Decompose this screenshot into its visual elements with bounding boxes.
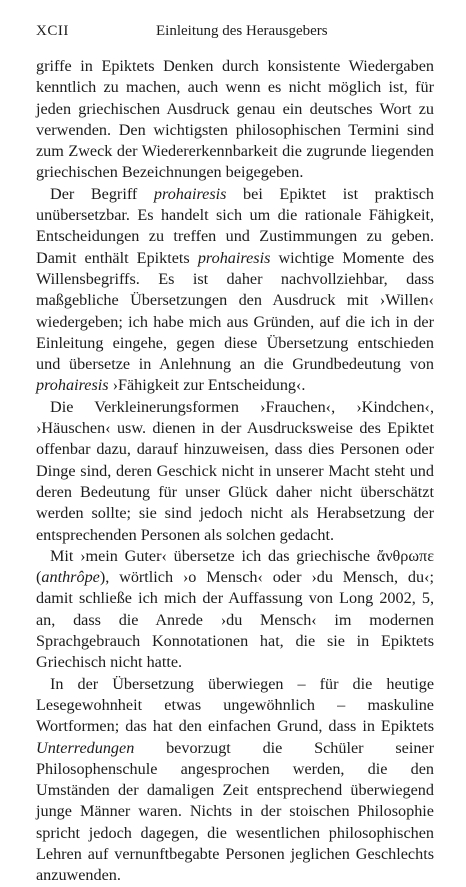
paragraph-4 (36, 546, 434, 674)
paragraph-1 (36, 56, 434, 184)
body-text (36, 56, 434, 887)
text-segment: ), wörtlich ›o Mensch‹ oder ›du Mensch, du‹; damit schließe ich mich der Auffassung von Long 2002, 5, an, dass die Anrede ›du Mensch‹ im modernen Sprachgebrauch Konnotationen hat, die sie in Epiktets Griechisch nicht hatte. (36, 568, 434, 672)
italic-term: Unterredungen (36, 738, 135, 757)
page-header (36, 18, 434, 44)
text-segment: In der Übersetzung überwiegen – für die heutige Lesegewohnheit etwas ungewöhnlich – maskuline Wortformen; das hat den einfachen Grund, dass in Epiktets (36, 674, 434, 736)
paragraph-5 (36, 674, 434, 887)
text-segment: griffe in Epiktets Denken durch konsistente Wiedergaben kenntlich zu machen, auch wenn es nicht möglich ist, für jeden griechischen Ausdruck genau ein deutsches Wort zu verwenden. Den wichtigsten philosophischen Termini sind zum Zweck der Wiedererkennbarkeit die zugrunde liegenden griechischen Bezeichnungen beigegeben. (36, 57, 434, 182)
page-number: XCII (36, 23, 69, 39)
running-head: Einleitung des Herausgebers (156, 23, 328, 39)
italic-term: anthrôpe (41, 568, 100, 587)
text-segment: Mit ›mein Guter‹ übersetze ich das griechische ἄνθρωπε ( (36, 546, 434, 587)
text-segment: bei Epiktet ist praktisch unübersetzbar. Es handelt sich um die rationale Fähigkeit, Entscheidungen zu treffen und Zustimmungen zu geben. Damit enthält Epiktets (36, 184, 434, 267)
text-segment: bevorzugt die Schüler seiner Philosophenschule angesprochen werden, die den Umständen der damaligen Zeit entsprechend überwiegend junge Männer waren. Nichts in der stoischen Philosophie spricht jedoch dagegen, die wesentlichen philosophischen Lehren auf vernunftbegabte Personen jeglichen Geschlechts anzuwenden. (36, 738, 434, 885)
paragraph-2 (36, 184, 434, 397)
text-segment: wichtige Momente des Willensbegriffs. Es ist daher nachvollziehbar, dass maßgebliche Übersetzungen den Ausdruck mit ›Willen‹ wiedergeben; ich habe mich aus Gründen, auf die ich in der Einleitung eingehe, gegen diese Übersetzung entschieden und übersetze in Anlehnung an die Grundbedeutung von (36, 248, 435, 374)
book-page (36, 18, 434, 887)
italic-term: prohairesis (197, 248, 271, 267)
italic-term: prohairesis (153, 184, 227, 203)
text-segment: Die Verkleinerungsformen ›Frauchen‹, ›Kindchen‹, ›Häuschen‹ usw. dienen in der Ausdrucksweise des Epiktet offenbar dazu, darauf hinzuweisen, dass dies Personen oder Dinge sind, deren Geschick nicht in unserer Macht steht und deren Bedeutung für unser Glück daher nicht überschätzt werden sollte; sie sind jedoch nicht als Herabsetzung der entsprechenden Personen als solchen gedacht. (36, 397, 434, 544)
text-segment: Der Begriff (50, 184, 154, 203)
text-segment: ›Fähigkeit zur Entscheidung‹. (108, 376, 306, 395)
paragraph-3 (36, 397, 434, 546)
italic-term: prohairesis (36, 376, 109, 395)
